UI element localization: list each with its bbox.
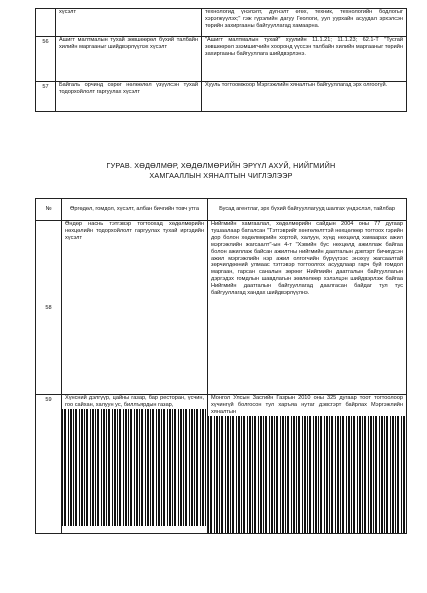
table-header-row: [36, 199, 407, 221]
barcode-stripe: [62, 409, 207, 526]
section-title-line2: ХАМГААЛЛЫН ХЯНАЛТЫН ЧИГЛЭЛЭЭР: [149, 170, 293, 180]
explanation: "Ашигт малтмалын тухай" хуулийн 11.1.21; 11.1.23; 62.1-Т "Тусгай зөвшөөрөл эзэмшигчийн хооронд үүссэн талбайн хилийн маргааныг төрийн захиргааны байгууллага шийдвэрлэнэ.: [202, 37, 407, 82]
table-row: [36, 9, 407, 37]
explanation: технологид үнэлэлт, дүгнэлт өгөх, техник, технологийн бодлогыг хэрэгжүүлэх;" гэж гүрэлийн дагуу Геологи, уул уурхайн асуудал эрхэлсэн төрийн захиргааны байгууллагад хамаарна.: [202, 9, 407, 37]
request-summary: Байгаль орчинд сөрөг нөлөөлөл үзүүлсэн тухай тодорхойлолт гаргуулах хүсэлт: [56, 82, 202, 112]
explanation: Нийгмийн хамгаалал, хөдөлмөрийн сайдын 2004 оны 77 дугаар тушаалаар баталсан "Тэтгэврийг хөнгөлөлттэй нөхцөлөөр тогтоох гэрийн дор болон хөдөлмөрийн хортой, халуун, хүнд нөхцөлд хамаарах ажил мэргэжлийн жагсаалт"-ын 4-т "Хэвийн бус нөхцөлд ажиллаж байгаа болон ажиллаж байсан ажилтны нийгмийн даатгалын дэвтэрт бичигдсэн ажил мэргэжлийн нэр ажил олгогчийн бүрүүгээс энэхүү жагсаалтай зөрчилдөөний улмаас тэтгэвэр тогтоолгох асуудлаар гарч буй гомдол маргаан, гарсан саналын зөрөөг Нийгмийн даатгалын байгууллагын дэргэдэх гомдлын шавдлагын зөвлөлөөр хэлэлцэн шийдвэрлэж байгаа Нийгмийн даатгалын байгууллагад даалгасан байдаг тул тус байгууллагад хандах шийдвэрлүүлнэ.: [208, 221, 407, 395]
table-row: [36, 82, 407, 112]
table-row: [36, 395, 407, 534]
request-summary: Өндөр наснь тэтгэвэр тогтоохад хөдөлмөрийн нөхцөлийн тодорхойлолт гаргуулах тухай иргэдийн хүсэлт: [62, 221, 208, 395]
explanation: Монгол Улсын Засгийн Газрын 2010 оны 325 дугаар тоот тогтоолоор хүчингүй болгосон тул харъяа нутаг дэвсгэрт байрлах Мэргэжлийн хяналтын: [211, 395, 403, 415]
row-number: 59: [36, 395, 62, 534]
header-request: Өргөдөл, гомдол, хүсэлт, албан бичгийн товч утга: [62, 199, 208, 221]
table-row: [36, 37, 407, 82]
request-cell: [62, 395, 208, 534]
barcode-artifact: [62, 409, 207, 526]
barcode-artifact: [208, 416, 406, 533]
row-number: 58: [36, 221, 62, 395]
row-number: [36, 9, 56, 37]
section-title: [35, 161, 407, 180]
request-summary: Ашигт малтмалын тухай зөвшөөрөл бүхий талбайн хилийн маргааныг шийдвэрлүүлэх хүсэлт: [56, 37, 202, 82]
header-explanation: Бусад агентлаг, эрх бүхий байгууллагууд шалгах үндэслэл, тайлбар: [208, 199, 407, 221]
row-number: 57: [36, 82, 56, 112]
row-number: 56: [36, 37, 56, 82]
upper-table: [35, 8, 407, 112]
lower-table: [35, 198, 407, 534]
request-summary: хүсэлт: [56, 9, 202, 37]
table-row: [36, 221, 407, 395]
request-summary: Хүнсний дэлгүүр, цайны газар, бар ресторан, үсчин, гоо сайхан, халуун ус, биллъярдын газар,: [65, 395, 204, 408]
explanation: Хууль тогтоомжоор Мэргэжлийн хяналтын байгууллагад эрх олгоогүй.: [202, 82, 407, 112]
section-title-line1: ГУРАВ. ХӨДӨЛМӨР, ХӨДӨЛМӨРИЙН ЭРҮҮЛ АХУЙ, НИЙГМИЙН: [106, 161, 336, 170]
explanation-cell: [208, 395, 407, 534]
header-number: №: [36, 199, 62, 221]
barcode-stripe: [208, 416, 406, 533]
